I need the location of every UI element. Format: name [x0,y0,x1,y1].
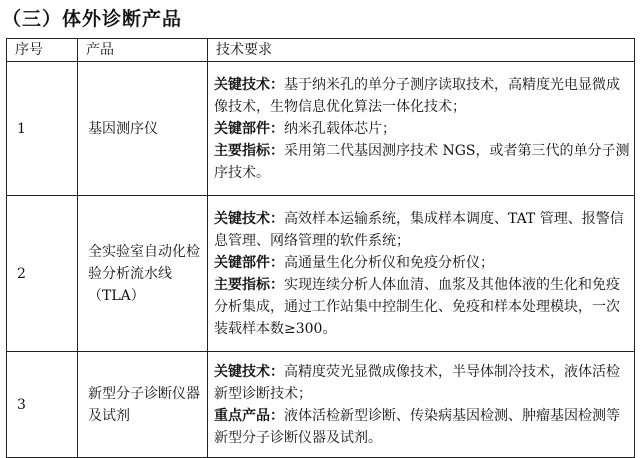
requirement-line [214,140,630,184]
table-row [7,196,635,352]
requirement-text: 采用第二代基因测序技术 NGS，或者第三代的单分子测序技术。 [214,142,630,181]
row-serial: 3 [7,352,78,458]
requirement-line [214,274,630,340]
row-requirements [208,62,635,196]
requirement-line [214,405,630,449]
header-requirements: 技术要求 [208,39,635,62]
requirement-label: 重点产品： [214,407,284,424]
requirement-label: 主要指标： [214,276,284,293]
requirement-text: 高效样本运输系统，集成样本调度、TAT 管理、报警信息管理、网络管理的软件系统； [214,210,624,249]
requirement-label: 关键技术： [214,210,284,227]
requirement-line [214,118,630,140]
row-product: 基因测序仪 [78,62,208,196]
requirement-line [214,74,630,118]
table-row [7,352,635,458]
requirement-text: 液体活检新型诊断、传染病基因检测、肿瘤基因检测等新型分子诊断仪器及试剂。 [214,407,620,446]
header-serial: 序号 [7,39,78,62]
header-product: 产品 [78,39,208,62]
requirement-label: 关键技术： [214,76,284,93]
requirement-text: 实现连续分析人体血清、血浆及其他体液的生化和免疫分析集成，通过工作站集中控制生化、免疫和样本处理模块，一次装载样本数≥300。 [214,276,620,337]
requirement-text: 高通量生化分析仪和免疫分析仪； [284,254,494,271]
row-serial: 1 [7,62,78,196]
requirements-table [6,38,635,458]
requirement-label: 关键技术： [214,363,284,380]
row-requirements [208,196,635,352]
requirement-line [214,361,630,405]
table-row [7,62,635,196]
row-serial: 2 [7,196,78,352]
requirement-text: 高精度荧光显微成像技术，半导体制冷技术，液体活检新型诊断技术； [214,363,620,402]
requirement-label: 关键部件： [214,120,284,137]
requirement-text: 基于纳米孔的单分子测序读取技术，高精度光电显微成像技术，生物信息优化算法一体化技术； [214,76,620,115]
row-requirements [208,352,635,458]
requirement-line [214,252,630,274]
row-product: 全实验室自动化检验分析流水线（TLA） [78,196,208,352]
row-product: 新型分子诊断仪器及试剂 [78,352,208,458]
requirement-label: 关键部件： [214,254,284,271]
section-title: （三）体外诊断产品 [2,8,183,30]
requirement-line [214,208,630,252]
table-header-row [7,39,635,62]
requirement-text: 纳米孔载体芯片； [284,120,396,137]
requirement-label: 主要指标： [214,142,284,159]
